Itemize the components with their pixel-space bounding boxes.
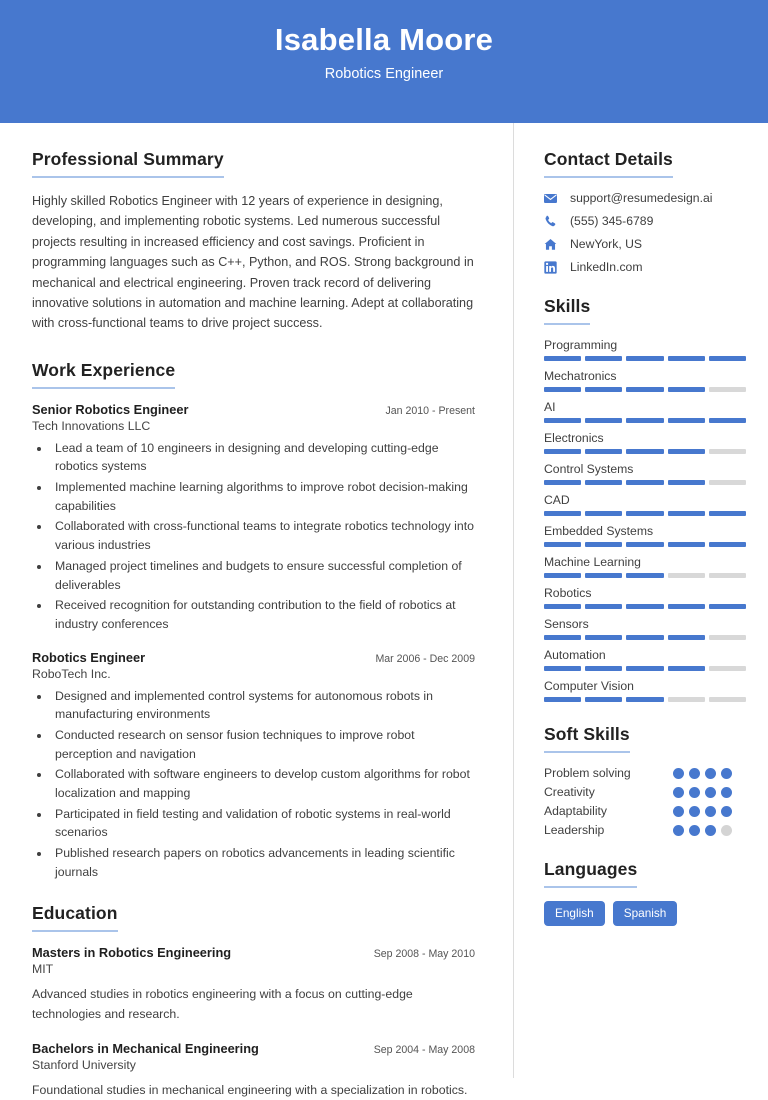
- skill-rating-segment: [626, 604, 663, 609]
- skill-rating-segment: [544, 449, 581, 454]
- skill-rating-segment: [544, 666, 581, 671]
- skill-rating-segment: [626, 356, 663, 361]
- skill-item: [544, 555, 746, 578]
- skill-rating-segment: [668, 573, 705, 578]
- soft-skill-rating-dot: [721, 787, 732, 798]
- skill-rating-segment: [668, 697, 705, 702]
- professional-summary-heading-wrap: [32, 149, 475, 178]
- skill-item-rating-bar: [544, 387, 746, 392]
- language-chip[interactable]: Spanish: [613, 901, 678, 926]
- skill-rating-segment: [626, 418, 663, 423]
- skill-item-rating-bar: [544, 511, 746, 516]
- work-entry: [32, 402, 475, 634]
- professional-summary-heading: Professional Summary: [32, 149, 224, 178]
- skill-rating-segment: [709, 604, 746, 609]
- skill-item-label: Sensors: [544, 617, 589, 631]
- skill-rating-segment: [668, 418, 705, 423]
- education-list: [32, 945, 475, 1099]
- skill-rating-segment: [585, 542, 622, 547]
- skill-rating-segment: [585, 697, 622, 702]
- contact-item-text: (555) 345-6789: [570, 214, 654, 228]
- skill-item: [544, 586, 746, 609]
- skill-rating-segment: [626, 542, 663, 547]
- skill-item: [544, 400, 746, 423]
- skill-item-label: Programming: [544, 338, 618, 352]
- work-bullet-item: • Collaborated with cross-functional teams to integrate robotics technology into various industries: [51, 517, 475, 554]
- skill-rating-segment: [626, 480, 663, 485]
- education-entry-date: Sep 2004 - May 2008: [373, 1043, 475, 1056]
- education-entry: [32, 1041, 475, 1100]
- skill-rating-segment: [626, 635, 663, 640]
- education-entry-institution: Stanford University: [32, 1057, 136, 1072]
- skill-item-rating-bar: [544, 418, 746, 423]
- skill-rating-segment: [585, 635, 622, 640]
- work-entry-date: Jan 2010 - Present: [385, 404, 475, 417]
- skill-rating-segment: [626, 449, 663, 454]
- soft-skills-heading-wrap: [544, 724, 746, 753]
- main-column: [0, 123, 514, 1097]
- education-entry-institution: MIT: [32, 962, 54, 977]
- envelope-icon: [544, 192, 563, 205]
- skill-item: [544, 462, 746, 485]
- skill-rating-segment: [709, 635, 746, 640]
- skill-item: [544, 524, 746, 547]
- language-chip[interactable]: English: [544, 901, 605, 926]
- work-entry-organization: RoboTech Inc.: [32, 666, 111, 681]
- skill-rating-segment: [544, 697, 581, 702]
- soft-skill-rating-dot: [673, 825, 684, 836]
- skill-rating-segment: [544, 542, 581, 547]
- skill-rating-segment: [585, 418, 622, 423]
- candidate-name: Isabella Moore: [274, 22, 494, 58]
- contact-details-heading: Contact Details: [544, 149, 673, 178]
- soft-skill-rating-dot: [689, 768, 700, 779]
- soft-skill-rating-dot: [673, 768, 684, 779]
- skill-rating-segment: [709, 573, 746, 578]
- phone-icon: [544, 215, 563, 228]
- skill-rating-segment: [626, 666, 663, 671]
- soft-skill-rating-dot: [705, 825, 716, 836]
- skill-rating-segment: [585, 573, 622, 578]
- skill-rating-segment: [626, 387, 663, 392]
- work-bullet-item: • Lead a team of 10 engineers in designing and developing cutting-edge robotics systems: [51, 439, 475, 476]
- professional-summary-text: Highly skilled Robotics Engineer with 12 years of experience in designing, developing, and implementing robotic systems. Led numerous successful projects resulting in increased efficiency and cost savings. Proficient in programming languages such as C++, Python, and ROS. Strong background in mechanical and electrical engineering. Proven track record of delivering innovative solutions in automation and machine learning. Adept at collaborating with cross-functional teams to drive project success.: [32, 194, 474, 331]
- contact-item[interactable]: [544, 237, 746, 251]
- contact-item[interactable]: [544, 191, 746, 205]
- languages-heading-wrap: [544, 859, 746, 888]
- skill-rating-segment: [668, 635, 705, 640]
- work-bullet-item: • Conducted research on sensor fusion techniques to improve robot perception and navigation: [51, 726, 475, 763]
- skill-item-label: Computer Vision: [544, 679, 634, 693]
- work-entry-title: Senior Robotics Engineer: [32, 401, 189, 417]
- skill-rating-segment: [544, 635, 581, 640]
- soft-skill-rating-dot: [705, 806, 716, 817]
- skill-rating-segment: [585, 449, 622, 454]
- skills-list: [544, 338, 746, 702]
- soft-skill-rating-dot: [673, 787, 684, 798]
- education-entry-header: [32, 1041, 475, 1056]
- work-bullet-item: • Collaborated with software engineers to develop custom algorithms for robot localization and mapping: [51, 765, 475, 802]
- skill-item-label: Robotics: [544, 586, 592, 600]
- work-bullet-item: • Implemented machine learning algorithms to improve robot decision-making capabilities: [51, 478, 475, 515]
- skills-heading: Skills: [544, 296, 590, 325]
- work-bullet-item: • Designed and implemented control systems for autonomous robots in manufacturing environments: [51, 687, 475, 724]
- work-bullet-item: • Participated in field testing and validation of robotic systems in real-world scenarios: [51, 805, 475, 842]
- skill-rating-segment: [585, 480, 622, 485]
- skill-rating-segment: [709, 418, 746, 423]
- contact-item-text: NewYork, US: [570, 237, 643, 251]
- soft-skills-list: [544, 766, 746, 837]
- skill-rating-segment: [544, 480, 581, 485]
- education-entry-description: Foundational studies in mechanical engineering with a specialization in robotics.: [32, 1082, 468, 1097]
- skill-rating-segment: [626, 697, 663, 702]
- skill-rating-segment: [668, 449, 705, 454]
- soft-skill-item: [544, 804, 746, 818]
- skill-rating-segment: [585, 666, 622, 671]
- skill-rating-segment: [709, 449, 746, 454]
- skill-item-rating-bar: [544, 697, 746, 702]
- skill-item: [544, 493, 746, 516]
- home-icon: [544, 238, 563, 251]
- contact-item[interactable]: [544, 214, 746, 228]
- education-entry-description: Advanced studies in robotics engineering with a focus on cutting-edge technologies and research.: [32, 987, 413, 1021]
- soft-skill-rating-dot: [705, 787, 716, 798]
- skill-item-label: Machine Learning: [544, 555, 641, 569]
- soft-skill-rating-dot: [705, 768, 716, 779]
- soft-skill-item: [544, 785, 746, 799]
- soft-skill-rating-dot: [721, 768, 732, 779]
- education-entry-header: [32, 945, 475, 960]
- resume-body: [0, 123, 768, 1097]
- contact-list: [544, 191, 746, 274]
- skill-rating-segment: [544, 418, 581, 423]
- skill-item-label: CAD: [544, 493, 570, 507]
- soft-skill-item: [544, 766, 746, 780]
- skill-rating-segment: [544, 387, 581, 392]
- work-experience-heading-wrap: [32, 360, 475, 389]
- skill-rating-segment: [709, 480, 746, 485]
- skill-item-rating-bar: [544, 356, 746, 361]
- skill-item-rating-bar: [544, 542, 746, 547]
- skill-item: [544, 338, 746, 361]
- soft-skill-rating-dot: [721, 806, 732, 817]
- skill-rating-segment: [626, 573, 663, 578]
- education-heading-wrap: [32, 903, 475, 932]
- skill-item-rating-bar: [544, 604, 746, 609]
- skill-item-rating-bar: [544, 573, 746, 578]
- languages-heading: Languages: [544, 859, 637, 888]
- soft-skill-item-rating-dots: [673, 825, 746, 836]
- skill-rating-segment: [668, 604, 705, 609]
- skill-rating-segment: [709, 666, 746, 671]
- skill-item: [544, 679, 746, 702]
- education-entry: [32, 945, 475, 1023]
- skill-rating-segment: [709, 387, 746, 392]
- education-entry-date: Sep 2008 - May 2010: [373, 948, 475, 961]
- soft-skill-rating-dot: [689, 806, 700, 817]
- skill-rating-segment: [668, 387, 705, 392]
- work-entry-title: Robotics Engineer: [32, 649, 146, 665]
- skill-item: [544, 369, 746, 392]
- skill-rating-segment: [585, 604, 622, 609]
- skill-item-label: Automation: [544, 648, 606, 662]
- resume-header: [0, 0, 768, 123]
- skill-item: [544, 617, 746, 640]
- education-entry-title: Bachelors in Mechanical Engineering: [32, 1040, 259, 1056]
- linkedin-icon: [544, 261, 563, 274]
- contact-item-text: support@resumedesign.ai: [570, 191, 713, 205]
- soft-skill-item-label: Creativity: [544, 785, 595, 799]
- skill-rating-segment: [668, 356, 705, 361]
- candidate-role: Robotics Engineer: [324, 65, 444, 82]
- soft-skills-heading: Soft Skills: [544, 724, 630, 753]
- languages-list: [544, 901, 746, 926]
- work-entry-date: Mar 2006 - Dec 2009: [375, 652, 475, 665]
- skill-item: [544, 431, 746, 454]
- skill-rating-segment: [585, 356, 622, 361]
- soft-skill-rating-dot: [689, 825, 700, 836]
- soft-skill-rating-dot: [721, 825, 732, 836]
- skill-item-label: Embedded Systems: [544, 524, 654, 538]
- soft-skill-item-label: Problem solving: [544, 766, 631, 780]
- work-bullet-item: • Managed project timelines and budgets to ensure successful completion of deliverables: [51, 557, 475, 594]
- skill-rating-segment: [626, 511, 663, 516]
- soft-skill-item-label: Leadership: [544, 823, 605, 837]
- contact-heading-wrap: [544, 149, 746, 178]
- soft-skill-item-rating-dots: [673, 806, 746, 817]
- soft-skill-item-label: Adaptability: [544, 804, 608, 818]
- soft-skill-rating-dot: [673, 806, 684, 817]
- skill-item-label: Mechatronics: [544, 369, 617, 383]
- skill-item-label: Electronics: [544, 431, 604, 445]
- skill-rating-segment: [709, 542, 746, 547]
- skill-rating-segment: [709, 356, 746, 361]
- skill-rating-segment: [544, 356, 581, 361]
- work-entry-header: [32, 402, 475, 417]
- work-entry-bullets: [32, 439, 475, 634]
- work-entry-organization: Tech Innovations LLC: [32, 418, 151, 433]
- work-entry-header: [32, 650, 475, 665]
- contact-item-text: LinkedIn.com: [570, 260, 643, 274]
- work-entry: [32, 650, 475, 882]
- soft-skill-rating-dot: [689, 787, 700, 798]
- skill-item: [544, 648, 746, 671]
- soft-skill-item-rating-dots: [673, 787, 746, 798]
- skill-rating-segment: [544, 573, 581, 578]
- skill-rating-segment: [544, 511, 581, 516]
- skill-rating-segment: [668, 511, 705, 516]
- skill-item-rating-bar: [544, 480, 746, 485]
- skill-rating-segment: [668, 666, 705, 671]
- skill-rating-segment: [585, 511, 622, 516]
- skill-item-rating-bar: [544, 449, 746, 454]
- skill-item-rating-bar: [544, 666, 746, 671]
- skill-item-label: Control Systems: [544, 462, 634, 476]
- work-experience-heading: Work Experience: [32, 360, 175, 389]
- skill-rating-segment: [668, 542, 705, 547]
- skills-heading-wrap: [544, 296, 746, 325]
- work-bullet-item: • Received recognition for outstanding contribution to the field of robotics at industry conferences: [51, 596, 475, 633]
- work-entry-bullets: [32, 687, 475, 882]
- skill-rating-segment: [709, 697, 746, 702]
- sidebar-column: [514, 123, 768, 1078]
- work-experience-list: [32, 402, 475, 882]
- skill-rating-segment: [709, 511, 746, 516]
- education-entry-title: Masters in Robotics Engineering: [32, 945, 232, 961]
- education-heading: Education: [32, 903, 118, 932]
- skill-rating-segment: [585, 387, 622, 392]
- skill-rating-segment: [544, 604, 581, 609]
- skill-rating-segment: [668, 480, 705, 485]
- contact-item[interactable]: [544, 260, 746, 274]
- work-bullet-item: • Published research papers on robotics advancements in leading scientific journals: [51, 844, 475, 881]
- skill-item-label: AI: [544, 400, 556, 414]
- soft-skill-item: [544, 823, 746, 837]
- skill-item-rating-bar: [544, 635, 746, 640]
- soft-skill-item-rating-dots: [673, 768, 746, 779]
